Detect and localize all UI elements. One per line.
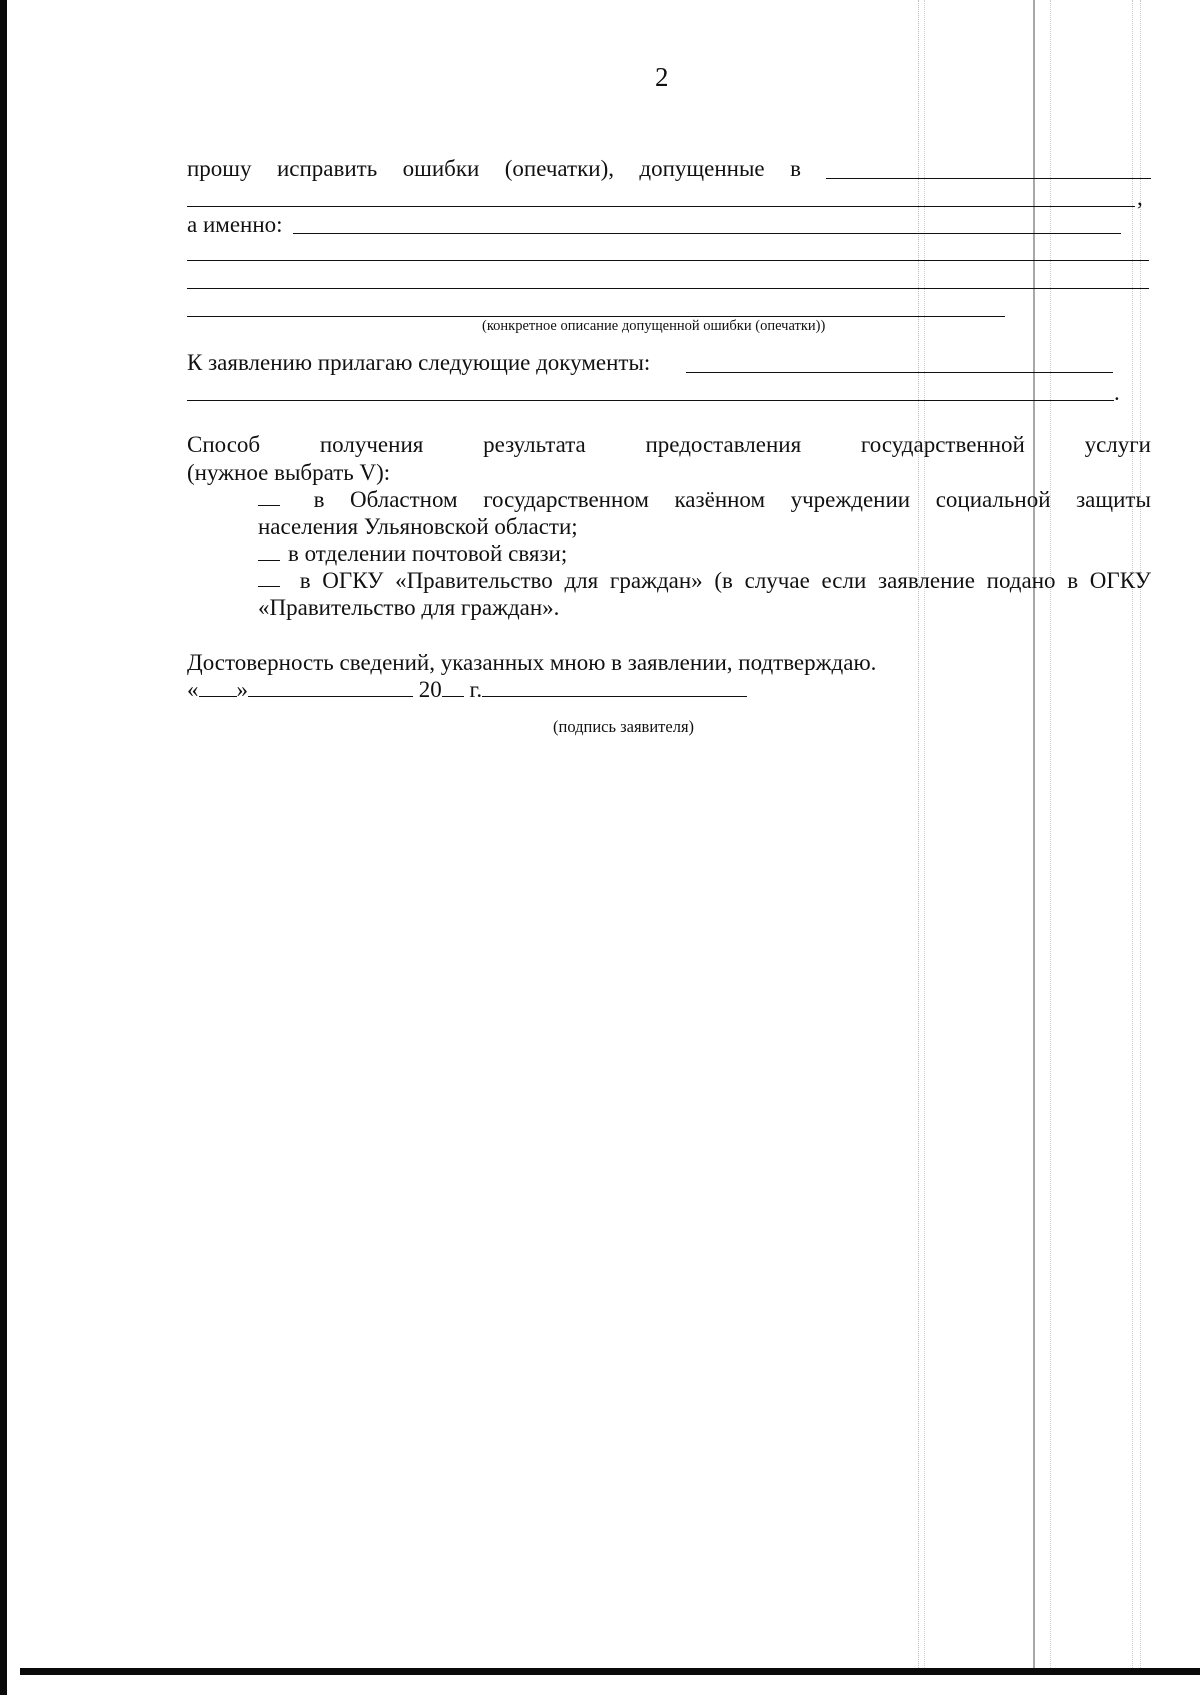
option-word: в <box>299 568 311 593</box>
error-description-caption: (конкретное описание допущенной ошибки (опечатки)) <box>482 318 826 334</box>
error-description-field[interactable] <box>187 288 1149 289</box>
option-post-office <box>258 541 567 567</box>
namely-label: а именно: <box>187 212 283 237</box>
confirmation-text: Достоверность сведений, указанных мною в заявлении, подтверждаю. <box>187 650 877 675</box>
scan-artifact-line <box>918 0 920 1668</box>
option-post-office-label: в отделении почтовой связи; <box>288 541 568 566</box>
request-word: в <box>790 156 801 181</box>
scan-artifact-line <box>924 0 926 1668</box>
scan-artifact-line <box>1050 0 1052 1668</box>
option-social-protection <box>258 487 1151 513</box>
request-word: прошу <box>187 156 252 181</box>
method-word: услуги <box>1084 432 1151 457</box>
method-word: предоставления <box>645 432 802 457</box>
scan-bottom-border <box>20 1668 1200 1675</box>
option-word: защиты <box>1076 487 1151 512</box>
option-word: учреждении <box>790 487 911 512</box>
option-word: для <box>564 568 599 593</box>
date-signature-line <box>187 677 747 703</box>
attachments-field-continued[interactable] <box>187 400 1114 401</box>
document-name-field[interactable] <box>826 178 1151 179</box>
request-word: ошибки <box>402 156 480 181</box>
option-word: государственном <box>483 487 649 512</box>
request-word: (опечатки), <box>504 156 614 181</box>
request-word: исправить <box>276 156 378 181</box>
quote-close: » <box>236 677 248 702</box>
method-word: результата <box>483 432 586 457</box>
document-name-field-continued[interactable] <box>187 206 1135 207</box>
option-word: Областном <box>350 487 458 512</box>
period: . <box>1114 380 1120 405</box>
day-field[interactable] <box>199 678 237 697</box>
attachments-label: К заявлению прилагаю следующие документы: <box>187 350 651 375</box>
option-word: «Правительство <box>395 568 553 593</box>
year-prefix: 20 <box>418 677 442 702</box>
month-field[interactable] <box>248 678 413 697</box>
request-line <box>187 156 801 182</box>
option-word: социальной <box>935 487 1051 512</box>
attachments-field[interactable] <box>686 372 1113 373</box>
option-word: в <box>313 487 325 512</box>
scan-left-border <box>0 0 7 1695</box>
scan-artifact-line <box>1132 0 1134 1668</box>
error-description-field[interactable] <box>187 316 1005 317</box>
option-word: граждан» <box>609 568 703 593</box>
year-suffix: г. <box>469 677 483 702</box>
method-instruction: (нужное выбрать V): <box>187 460 391 485</box>
option-word: в <box>1067 568 1079 593</box>
option-word: если <box>821 568 867 593</box>
comma: , <box>1137 185 1143 210</box>
option-government-for-citizens-cont: «Правительство для граждан». <box>258 595 560 620</box>
year-field[interactable] <box>442 678 464 697</box>
scan-artifact-line <box>1033 0 1035 1668</box>
error-description-field[interactable] <box>187 260 1149 261</box>
quote-open: « <box>187 677 199 702</box>
method-heading <box>187 432 1151 458</box>
option-word: ОГКУ <box>1089 568 1151 593</box>
option-word: случае <box>744 568 810 593</box>
request-word: допущенные <box>639 156 765 181</box>
method-word: государственной <box>860 432 1025 457</box>
method-word: Способ <box>187 432 261 457</box>
page-number: 2 <box>655 62 669 92</box>
method-word: получения <box>319 432 424 457</box>
scan-artifact-line <box>1140 0 1142 1668</box>
option-word: (в <box>714 568 733 593</box>
option-social-protection-cont: населения Ульяновской области; <box>258 514 578 539</box>
option-checkbox-blank[interactable] <box>258 487 280 506</box>
option-checkbox-blank[interactable] <box>258 568 280 587</box>
option-checkbox-blank[interactable] <box>258 542 280 561</box>
signature-field[interactable] <box>482 678 747 697</box>
option-word: ОГКУ <box>322 568 384 593</box>
option-word: подано <box>986 568 1056 593</box>
signature-caption: (подпись заявителя) <box>553 717 695 736</box>
error-description-field[interactable] <box>293 233 1121 234</box>
option-government-for-citizens <box>258 568 1151 594</box>
option-word: казённом <box>674 487 766 512</box>
option-word: заявление <box>877 568 975 593</box>
